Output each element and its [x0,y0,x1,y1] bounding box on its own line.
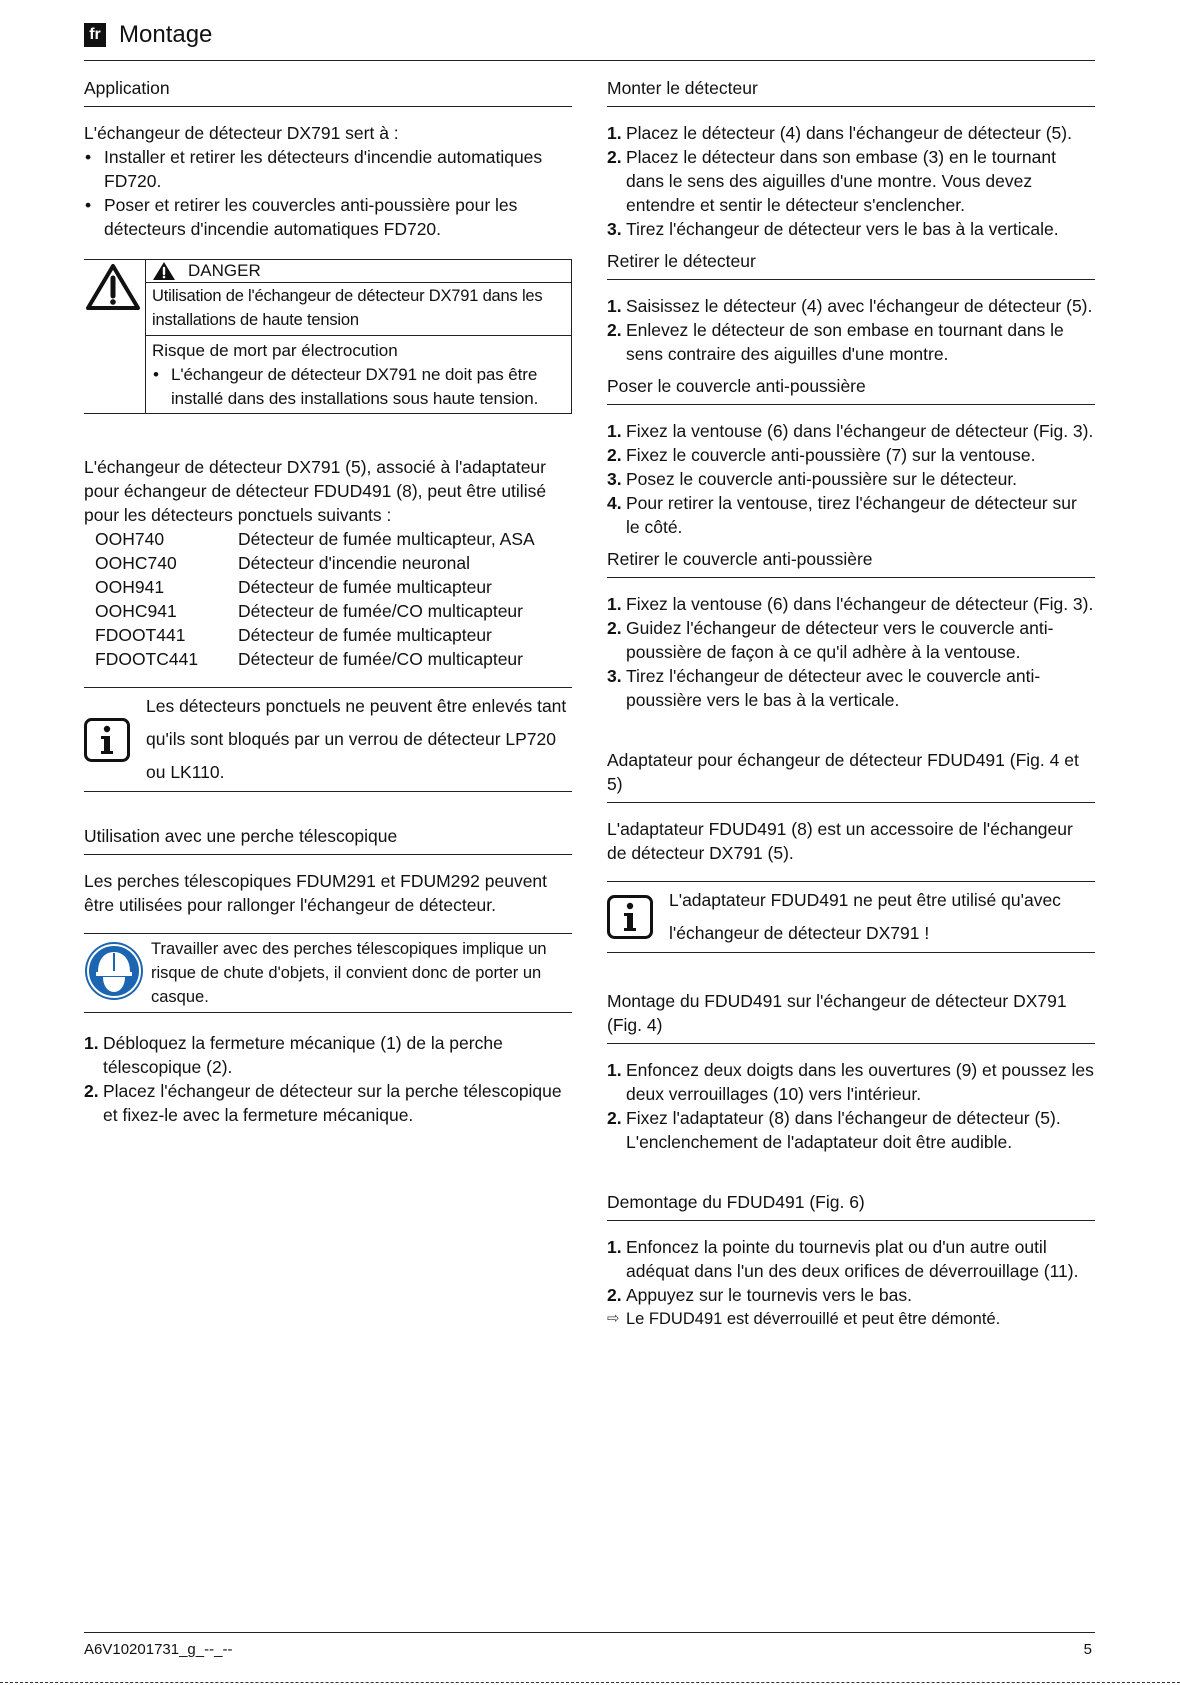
helmet-note-text: Travailler avec des perches télescopiques implique un risque de chute d'objets, il convient donc de porter un casque. [151,940,547,1006]
info-note-adapter [607,881,1095,953]
cover-on-steps [607,419,1095,539]
list-item: 4. Pour retirer la ventouse, tirez l'échangeur de détecteur sur le côté. [607,493,1077,537]
info-text: L'adaptateur FDUD491 ne peut être utilisé qu'avec l'échangeur de détecteur DX791 ! [669,890,1061,943]
application-list [84,145,572,241]
telescope-text: Les perches télescopiques FDUM291 et FDUM292 peuvent être utilisées pour rallonger l'échangeur de détecteur. [84,871,548,915]
info-text: Les détecteurs ponctuels ne peuvent être enlevés tant qu'ils sont bloqués par un verrou de détecteur LP720 ou LK110. [146,696,567,782]
info-icon [84,718,130,762]
table-row [95,551,535,575]
language-badge: fr [84,23,106,47]
detector-code: OOH941 [95,577,165,597]
list-item: 3. Tirez l'échangeur de détecteur vers le bas à la verticale. [607,219,1059,239]
section-title-application: Application [84,74,572,107]
detector-table [95,527,535,671]
result-text: Le FDUD491 est déverrouillé et peut être démonté. [626,1310,1001,1328]
list-item: • Poser et retirer les couvercles anti-poussière pour les détecteurs d'incendie automatiques FD720. [84,193,572,241]
section-title-mount: Monter le détecteur [607,74,1095,107]
page-number: 5 [1083,1641,1092,1658]
arrow-right-icon: ⇨ [607,1310,620,1327]
list-item: 1. Enfoncez deux doigts dans les ouvertures (9) et poussez les deux verrouillages (10) vers l'intérieur. [607,1060,1094,1104]
table-row [95,647,535,671]
mount-adapter-steps [607,1058,1095,1154]
danger-subtitle: Utilisation de l'échangeur de détecteur DX791 dans les installations de haute tension [146,283,571,336]
list-item: 1. Fixez la ventouse (6) dans l'échangeur de détecteur (Fig. 3). [607,594,1094,614]
right-column [607,74,1095,1331]
detector-desc: Détecteur d'incendie neuronal [238,553,470,573]
list-item: 1. Fixez la ventouse (6) dans l'échangeur de détecteur (Fig. 3). [607,421,1094,441]
list-item: 2. Guidez l'échangeur de détecteur vers le couvercle anti-poussière de façon à ce qu'il adhère à la ventouse. [607,618,1054,662]
section-title-telescope: Utilisation avec une perche télescopique [84,822,572,855]
section-title-mount-adapter: Montage du FDUD491 sur l'échangeur de détecteur DX791 (Fig. 4) [607,987,1095,1044]
danger-icon-cell [84,260,146,413]
list-item: • L'échangeur de détecteur DX791 ne doit pas être installé dans des installations sous haute tension. [152,363,567,411]
danger-header [146,260,571,283]
telescope-steps [84,1031,572,1127]
bottom-divider [0,1682,1180,1683]
application-intro: L'échangeur de détecteur DX791 sert à : [84,123,399,143]
list-item: 2. Appuyez sur le tournevis vers le bas. [607,1285,912,1305]
detector-code: OOH740 [95,529,165,549]
detector-desc: Détecteur de fumée multicapteur, ASA [238,529,535,549]
warning-small-icon [152,261,176,281]
list-item: 3. Posez le couvercle anti-poussière sur le détecteur. [607,469,1018,489]
table-row [95,623,535,647]
list-item: 1. Saisissez le détecteur (4) avec l'échangeur de détecteur (5). [607,296,1093,316]
detector-desc: Détecteur de fumée/CO multicapteur [238,601,523,621]
info-note-lock [84,687,572,792]
table-row [95,575,535,599]
page-header [84,18,1095,61]
page-footer [84,1632,1095,1658]
left-column [84,74,572,1127]
danger-warning-box [84,259,572,414]
document-number: A6V10201731_g_--_-- [84,1641,233,1658]
mount-steps [607,121,1095,241]
page-title: Montage [119,21,213,48]
section-telescope [84,822,572,1127]
list-item: 1. Enfoncez la pointe du tournevis plat ou d'un autre outil adéquat dans l'un des deux orifices de déverrouillage (11). [607,1237,1079,1281]
danger-label: DANGER [188,261,261,280]
section-title-adapter: Adaptateur pour échangeur de détecteur FDUD491 (Fig. 4 et 5) [607,746,1095,803]
section-title-cover-off: Retirer le couvercle anti-poussière [607,545,1095,578]
remove-steps [607,294,1095,366]
danger-body [146,260,572,413]
list-item: 2. Fixez le couvercle anti-poussière (7) sur la ventouse. [607,445,1036,465]
section-title-cover-on: Poser le couvercle anti-poussière [607,372,1095,405]
adapter-text: L'adaptateur FDUD491 (8) est un accessoire de l'échangeur de détecteur DX791 (5). [607,819,1073,863]
wear-helmet-icon [84,941,144,1001]
detector-desc: Détecteur de fumée/CO multicapteur [238,649,523,669]
list-item: 3. Tirez l'échangeur de détecteur avec le couvercle anti-poussière vers le bas à la verticale. [607,666,1041,710]
detector-code: FDOOTC441 [95,649,199,669]
list-item: 2. Placez le détecteur dans son embase (3) en le tournant dans le sens des aiguilles d'une montre. Vous devez entendre et sentir le détecteur s'enclencher. [607,147,1056,215]
list-item: 2. Enlevez le détecteur de son embase en tournant dans le sens contraire des aiguilles d'une montre. [607,320,1064,364]
table-row [95,599,535,623]
list-item: • Installer et retirer les détecteurs d'incendie automatiques FD720. [84,145,572,193]
result-line [607,1307,1095,1331]
detector-desc: Détecteur de fumée multicapteur [238,625,492,645]
info-icon [607,895,653,939]
warning-triangle-icon [84,262,142,312]
detectors-intro: L'échangeur de détecteur DX791 (5), associé à l'adaptateur pour échangeur de détecteur FDUD491 (8), peut être utilisé pour les détecteurs ponctuels suivants : [84,457,547,525]
list-item: 2. Fixez l'adaptateur (8) dans l'échangeur de détecteur (5). L'enclenchement de l'adaptateur doit être audible. [607,1108,1061,1152]
section-title-remove: Retirer le détecteur [607,247,1095,280]
detector-code: OOHC740 [95,553,177,573]
table-row [95,527,535,551]
cover-off-steps [607,592,1095,712]
list-item: 1. Placez le détecteur (4) dans l'échangeur de détecteur (5). [607,123,1072,143]
info-icon-cell [607,895,669,939]
danger-risk: Risque de mort par électrocution [152,341,398,360]
list-item: 1. Débloquez la fermeture mécanique (1) de la perche télescopique (2). [84,1033,503,1077]
info-icon-cell [84,718,146,762]
section-title-dismount-adapter: Demontage du FDUD491 (Fig. 6) [607,1188,1095,1221]
helmet-icon-cell [84,937,151,1009]
detector-code: OOHC941 [95,601,177,621]
helmet-note-box [84,933,572,1013]
list-item: 2. Placez l'échangeur de détecteur sur la perche télescopique et fixez-le avec la fermeture mécanique. [84,1081,562,1125]
detector-code: FDOOT441 [95,625,186,645]
section-application [84,74,572,241]
detector-desc: Détecteur de fumée multicapteur [238,577,492,597]
dismount-adapter-steps [607,1235,1095,1307]
danger-measures [146,363,571,413]
